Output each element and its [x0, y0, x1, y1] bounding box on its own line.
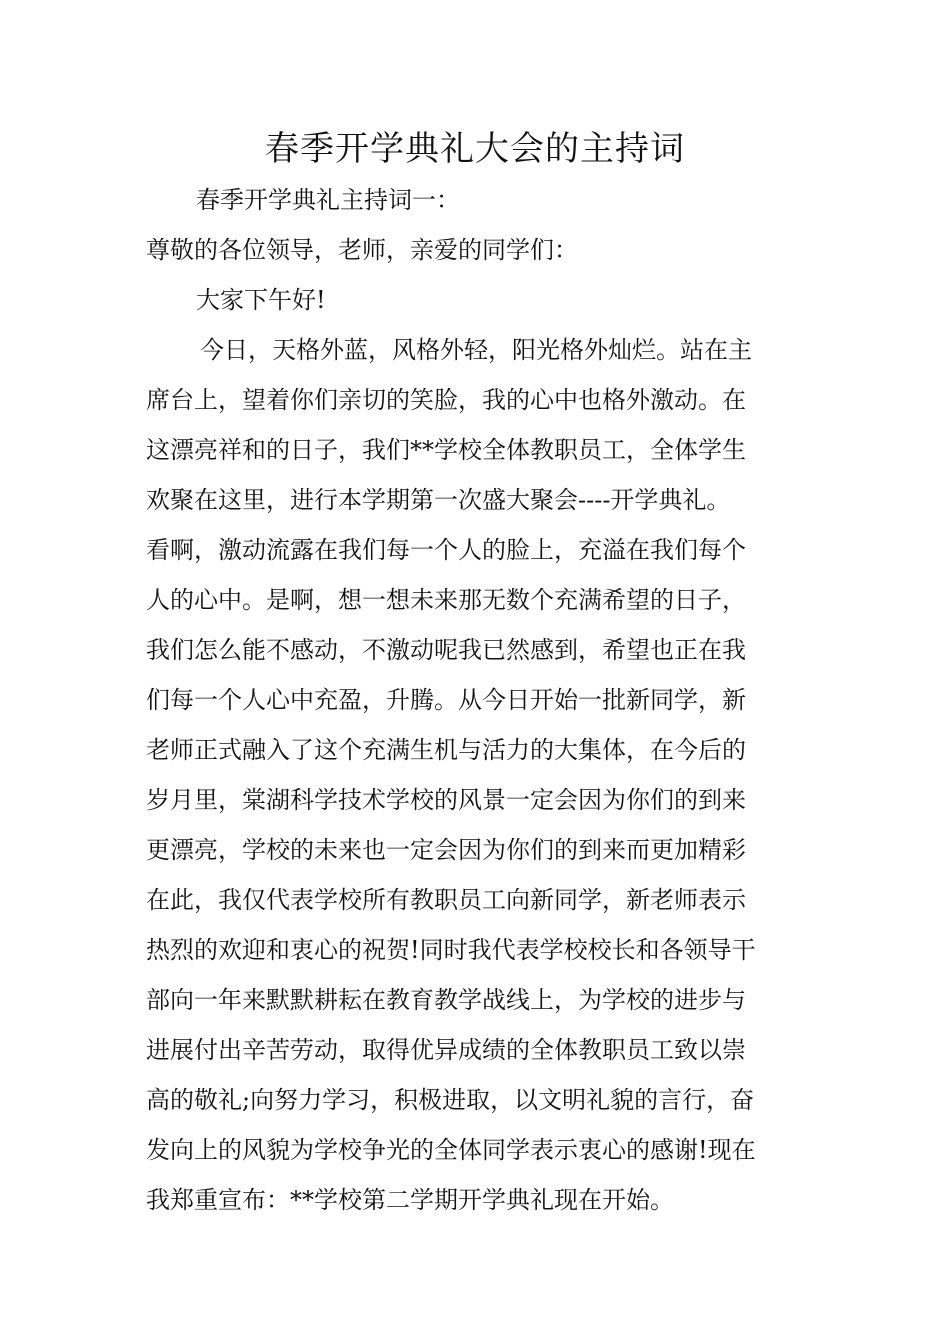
body-line: 欢聚在这里，进行本学期第一次盛大聚会----开学典礼。 [146, 486, 731, 514]
body-line: 人的心中。是啊，想一想未来那无数个充满希望的日子， [146, 586, 746, 614]
body-paragraph [146, 332, 806, 1232]
body-line: 我们怎么能不感动，不激动呢我已然感到，希望也正在我 [146, 636, 746, 664]
body-line: 岁月里，棠湖科学技术学校的风景一定会因为你们的到来 [146, 786, 746, 814]
body-line: 这漂亮祥和的日子，我们**学校全体教职员工，全体学生 [146, 436, 746, 464]
body-line: 我郑重宣布：**学校第二学期开学典礼现在开始。 [146, 1186, 674, 1214]
body-line: 看啊，激动流露在我们每一个人的脸上，充溢在我们每个 [146, 536, 746, 564]
document-title: 春季开学典礼大会的主持词 [265, 129, 685, 169]
greeting-line: 大家下午好! [196, 286, 326, 314]
body-line: 们每一个人心中充盈，升腾。从今日开始一批新同学，新 [146, 686, 746, 714]
body-line: 高的敬礼;向努力学习，积极进取，以文明礼貌的言行，奋 [146, 1086, 755, 1114]
body-line: 今日，天格外蓝，风格外轻，阳光格外灿烂。站在主 [200, 336, 752, 364]
section-subtitle: 春季开学典礼主持词一： [196, 186, 460, 214]
body-line: 更漂亮，学校的未来也一定会因为你们的到来而更加精彩 [146, 836, 746, 864]
body-line: 席台上，望着你们亲切的笑脸，我的心中也格外激动。在 [146, 386, 746, 414]
body-line: 发向上的风貌为学校争光的全体同学表示衷心的感谢!现在 [146, 1136, 756, 1164]
body-line: 进展付出辛苦劳动，取得优异成绩的全体教职员工致以崇 [146, 1036, 746, 1064]
body-line: 老师正式融入了这个充满生机与活力的大集体，在今后的 [146, 736, 746, 764]
body-line: 热烈的欢迎和衷心的祝贺!同时我代表学校校长和各领导干 [146, 936, 756, 964]
body-line: 在此，我仅代表学校所有教职员工向新同学，新老师表示 [146, 886, 746, 914]
salutation: 尊敬的各位领导，老师，亲爱的同学们： [146, 236, 578, 264]
body-line: 部向一年来默默耕耘在教育教学战线上，为学校的进步与 [146, 986, 746, 1014]
